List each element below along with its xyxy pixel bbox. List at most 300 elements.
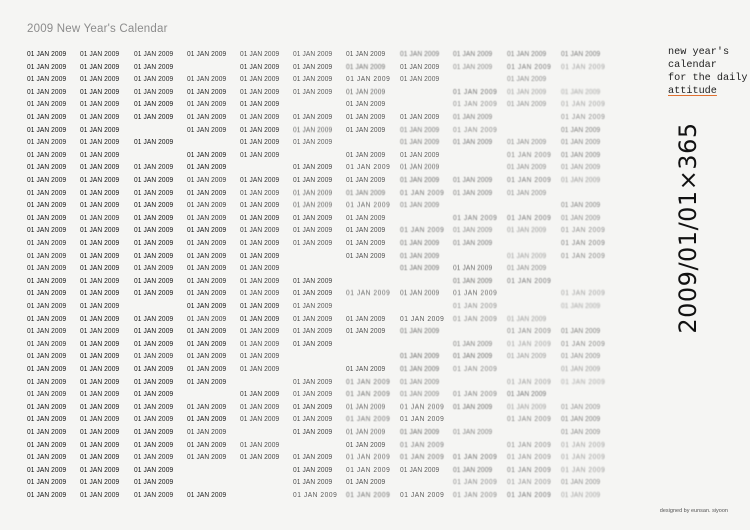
date-stamp: 01 JAN 2009 — [240, 49, 280, 58]
date-stamp: 01 JAN 2009 — [453, 464, 493, 474]
date-stamp: 01 JAN 2009 — [346, 86, 386, 96]
date-stamp: 01 JAN 2009 — [134, 61, 174, 71]
date-stamp: 01 JAN 2009 — [346, 74, 391, 84]
date-stamp: 01 JAN 2009 — [80, 288, 120, 298]
date-stamp: 01 JAN 2009 — [507, 263, 547, 273]
date-stamp: 01 JAN 2009 — [27, 250, 67, 260]
side-title-line-2: calendar — [668, 60, 717, 71]
date-stamp: 01 JAN 2009 — [187, 250, 227, 260]
date-stamp: 01 JAN 2009 — [346, 452, 391, 462]
date-stamp: 01 JAN 2009 — [561, 351, 601, 361]
big-date-vertical: 2009/01/01×365 — [674, 122, 702, 334]
date-stamp: 01 JAN 2009 — [453, 351, 493, 361]
date-stamp: 01 JAN 2009 — [453, 427, 493, 436]
date-stamp: 01 JAN 2009 — [507, 49, 547, 58]
date-stamp: 01 JAN 2009 — [240, 99, 280, 109]
date-stamp: 01 JAN 2009 — [187, 175, 227, 184]
date-stamp: 01 JAN 2009 — [507, 389, 547, 399]
date-stamp: 01 JAN 2009 — [187, 351, 227, 361]
date-stamp: 01 JAN 2009 — [400, 250, 440, 260]
date-stamp: 01 JAN 2009 — [187, 187, 227, 197]
date-stamp: 01 JAN 2009 — [187, 162, 227, 172]
date-stamp: 01 JAN 2009 — [400, 439, 445, 449]
date-stamp: 01 JAN 2009 — [187, 414, 227, 424]
date-stamp: 01 JAN 2009 — [346, 427, 386, 436]
date-stamp: 01 JAN 2009 — [400, 464, 440, 474]
date-stamp: 01 JAN 2009 — [346, 401, 386, 411]
date-stamp: 01 JAN 2009 — [134, 477, 174, 487]
date-stamp: 01 JAN 2009 — [27, 464, 67, 474]
date-stamp: 01 JAN 2009 — [187, 452, 227, 462]
date-stamp: 01 JAN 2009 — [453, 187, 493, 197]
date-stamp: 01 JAN 2009 — [561, 162, 601, 172]
date-stamp: 01 JAN 2009 — [346, 464, 391, 474]
date-stamp: 01 JAN 2009 — [561, 112, 606, 121]
date-stamp: 01 JAN 2009 — [453, 225, 493, 235]
date-stamp: 01 JAN 2009 — [400, 452, 445, 462]
date-stamp: 01 JAN 2009 — [346, 376, 391, 386]
date-stamp: 01 JAN 2009 — [80, 376, 120, 386]
date-stamp: 01 JAN 2009 — [80, 212, 120, 222]
date-stamp: 01 JAN 2009 — [134, 364, 174, 373]
date-stamp: 01 JAN 2009 — [346, 439, 386, 449]
date-stamp: 01 JAN 2009 — [27, 414, 67, 424]
date-stamp: 01 JAN 2009 — [346, 200, 391, 210]
date-stamp: 01 JAN 2009 — [453, 452, 498, 462]
date-stamp: 01 JAN 2009 — [240, 288, 280, 298]
date-stamp: 01 JAN 2009 — [293, 175, 333, 184]
date-stamp: 01 JAN 2009 — [240, 389, 280, 399]
date-stamp: 01 JAN 2009 — [293, 313, 333, 323]
date-stamp: 01 JAN 2009 — [80, 490, 120, 499]
date-stamp: 01 JAN 2009 — [507, 74, 547, 84]
date-stamp: 01 JAN 2009 — [346, 490, 391, 499]
date-stamp: 01 JAN 2009 — [240, 212, 280, 222]
date-stamp: 01 JAN 2009 — [293, 225, 333, 235]
date-stamp: 01 JAN 2009 — [27, 187, 67, 197]
date-stamp: 01 JAN 2009 — [561, 86, 601, 96]
date-stamp: 01 JAN 2009 — [187, 149, 227, 159]
date-stamp: 01 JAN 2009 — [187, 427, 227, 436]
date-stamp: 01 JAN 2009 — [187, 86, 227, 96]
date-stamp: 01 JAN 2009 — [134, 112, 174, 121]
date-stamp: 01 JAN 2009 — [80, 389, 120, 399]
date-stamp: 01 JAN 2009 — [27, 61, 67, 71]
date-stamp: 01 JAN 2009 — [453, 477, 498, 487]
date-stamp: 01 JAN 2009 — [507, 250, 547, 260]
date-stamp: 01 JAN 2009 — [400, 288, 440, 298]
date-stamp: 01 JAN 2009 — [346, 49, 386, 58]
date-stamp: 01 JAN 2009 — [27, 238, 67, 247]
date-stamp: 01 JAN 2009 — [240, 364, 280, 373]
date-stamp: 01 JAN 2009 — [453, 124, 498, 134]
date-stamp: 01 JAN 2009 — [80, 175, 120, 184]
date-stamp: 01 JAN 2009 — [240, 351, 280, 361]
date-stamp: 01 JAN 2009 — [134, 338, 174, 348]
date-stamp: 01 JAN 2009 — [400, 427, 440, 436]
date-stamp: 01 JAN 2009 — [134, 401, 174, 411]
date-stamp: 01 JAN 2009 — [293, 74, 333, 84]
date-stamp: 01 JAN 2009 — [240, 414, 280, 424]
date-stamp: 01 JAN 2009 — [561, 288, 606, 298]
date-stamp: 01 JAN 2009 — [293, 401, 333, 411]
date-stamp: 01 JAN 2009 — [453, 175, 493, 184]
date-stamp: 01 JAN 2009 — [561, 439, 606, 449]
date-stamp: 01 JAN 2009 — [27, 275, 67, 285]
date-stamp: 01 JAN 2009 — [240, 200, 280, 210]
date-stamp: 01 JAN 2009 — [400, 149, 440, 159]
date-stamp: 01 JAN 2009 — [187, 364, 227, 373]
date-stamp: 01 JAN 2009 — [400, 137, 440, 147]
date-stamp: 01 JAN 2009 — [134, 162, 174, 172]
date-stamp: 01 JAN 2009 — [27, 162, 67, 172]
date-stamp: 01 JAN 2009 — [561, 250, 606, 260]
date-stamp: 01 JAN 2009 — [80, 452, 120, 462]
date-stamp: 01 JAN 2009 — [346, 238, 386, 247]
date-stamp: 01 JAN 2009 — [507, 414, 552, 424]
date-stamp: 01 JAN 2009 — [507, 86, 547, 96]
date-stamp: 01 JAN 2009 — [561, 326, 601, 336]
date-stamp: 01 JAN 2009 — [80, 187, 120, 197]
date-stamp: 01 JAN 2009 — [507, 175, 552, 184]
date-stamp: 01 JAN 2009 — [27, 326, 67, 336]
date-stamp: 01 JAN 2009 — [453, 364, 498, 373]
date-stamp: 01 JAN 2009 — [80, 238, 120, 247]
date-stamp: 01 JAN 2009 — [561, 376, 606, 386]
date-stamp: 01 JAN 2009 — [400, 238, 440, 247]
date-stamp: 01 JAN 2009 — [453, 275, 493, 285]
date-stamp: 01 JAN 2009 — [240, 238, 280, 247]
date-stamp: 01 JAN 2009 — [80, 86, 120, 96]
page-title: 2009 New Year's Calendar — [27, 23, 168, 35]
date-stamp: 01 JAN 2009 — [27, 149, 67, 159]
date-stamp: 01 JAN 2009 — [134, 225, 174, 235]
date-stamp: 01 JAN 2009 — [187, 49, 227, 58]
date-stamp: 01 JAN 2009 — [240, 250, 280, 260]
date-stamp: 01 JAN 2009 — [453, 99, 498, 109]
date-stamp: 01 JAN 2009 — [187, 275, 227, 285]
date-stamp: 01 JAN 2009 — [346, 149, 386, 159]
side-title — [668, 46, 747, 98]
date-stamp: 01 JAN 2009 — [346, 326, 386, 336]
date-stamp: 01 JAN 2009 — [187, 326, 227, 336]
date-stamp: 01 JAN 2009 — [400, 124, 440, 134]
date-stamp: 01 JAN 2009 — [134, 137, 174, 147]
date-stamp: 01 JAN 2009 — [293, 414, 333, 424]
date-stamp: 01 JAN 2009 — [27, 439, 67, 449]
date-stamp: 01 JAN 2009 — [240, 225, 280, 235]
date-stamp: 01 JAN 2009 — [240, 301, 280, 310]
date-stamp: 01 JAN 2009 — [507, 376, 552, 386]
date-stamp: 01 JAN 2009 — [453, 137, 493, 147]
date-stamp: 01 JAN 2009 — [400, 175, 440, 184]
date-stamp: 01 JAN 2009 — [453, 389, 498, 399]
date-stamp: 01 JAN 2009 — [187, 263, 227, 273]
date-stamp: 01 JAN 2009 — [240, 313, 280, 323]
date-stamp: 01 JAN 2009 — [346, 288, 391, 298]
date-stamp: 01 JAN 2009 — [507, 162, 547, 172]
date-stamp: 01 JAN 2009 — [293, 490, 338, 499]
date-stamp: 01 JAN 2009 — [293, 376, 333, 386]
date-stamp: 01 JAN 2009 — [561, 175, 601, 184]
date-stamp: 01 JAN 2009 — [134, 49, 174, 58]
date-stamp: 01 JAN 2009 — [134, 99, 174, 109]
date-stamp: 01 JAN 2009 — [507, 149, 552, 159]
date-stamp: 01 JAN 2009 — [80, 464, 120, 474]
date-stamp: 01 JAN 2009 — [80, 275, 120, 285]
date-stamp: 01 JAN 2009 — [400, 351, 440, 361]
date-stamp: 01 JAN 2009 — [346, 61, 386, 71]
date-stamp: 01 JAN 2009 — [27, 490, 67, 499]
date-stamp: 01 JAN 2009 — [80, 225, 120, 235]
date-stamp: 01 JAN 2009 — [561, 212, 601, 222]
date-stamp: 01 JAN 2009 — [400, 112, 440, 121]
date-stamp: 01 JAN 2009 — [507, 439, 552, 449]
date-stamp: 01 JAN 2009 — [293, 187, 333, 197]
date-stamp: 01 JAN 2009 — [134, 212, 174, 222]
date-stamp: 01 JAN 2009 — [27, 477, 67, 487]
date-stamp: 01 JAN 2009 — [400, 263, 440, 273]
date-stamp: 01 JAN 2009 — [561, 149, 601, 159]
date-stamp: 01 JAN 2009 — [561, 414, 601, 424]
date-stamp: 01 JAN 2009 — [453, 338, 493, 348]
date-stamp: 01 JAN 2009 — [293, 301, 333, 310]
date-stamp: 01 JAN 2009 — [293, 124, 333, 134]
date-stamp: 01 JAN 2009 — [240, 61, 280, 71]
date-stamp: 01 JAN 2009 — [507, 99, 547, 109]
date-stamp: 01 JAN 2009 — [453, 61, 493, 71]
date-stamp: 01 JAN 2009 — [134, 427, 174, 436]
date-stamp: 01 JAN 2009 — [27, 99, 67, 109]
date-stamp: 01 JAN 2009 — [346, 175, 386, 184]
date-stamp: 01 JAN 2009 — [240, 263, 280, 273]
date-stamp: 01 JAN 2009 — [80, 200, 120, 210]
side-title-line-4: attitude — [668, 86, 717, 97]
date-stamp: 01 JAN 2009 — [507, 313, 547, 323]
date-stamp: 01 JAN 2009 — [134, 74, 174, 84]
date-stamp: 01 JAN 2009 — [80, 313, 120, 323]
date-stamp: 01 JAN 2009 — [346, 250, 386, 260]
date-stamp: 01 JAN 2009 — [346, 99, 386, 109]
date-stamp: 01 JAN 2009 — [134, 313, 174, 323]
date-stamp: 01 JAN 2009 — [400, 200, 440, 210]
date-stamp: 01 JAN 2009 — [507, 351, 547, 361]
date-stamp: 01 JAN 2009 — [187, 112, 227, 121]
date-stamp: 01 JAN 2009 — [187, 200, 227, 210]
date-stamp: 01 JAN 2009 — [293, 238, 333, 247]
date-stamp: 01 JAN 2009 — [187, 376, 227, 386]
side-title-line-3: for the daily — [668, 73, 748, 84]
date-stamp: 01 JAN 2009 — [400, 490, 445, 499]
date-stamp: 01 JAN 2009 — [27, 86, 67, 96]
date-stamp: 01 JAN 2009 — [27, 376, 67, 386]
date-stamp: 01 JAN 2009 — [561, 452, 606, 462]
date-stamp: 01 JAN 2009 — [561, 301, 601, 310]
date-stamp: 01 JAN 2009 — [346, 313, 386, 323]
date-stamp: 01 JAN 2009 — [80, 74, 120, 84]
date-stamp: 01 JAN 2009 — [561, 124, 601, 134]
date-stamp: 01 JAN 2009 — [507, 225, 547, 235]
date-stamp: 01 JAN 2009 — [507, 137, 547, 147]
date-stamp: 01 JAN 2009 — [240, 338, 280, 348]
date-stamp: 01 JAN 2009 — [187, 301, 227, 310]
date-stamp: 01 JAN 2009 — [293, 288, 333, 298]
date-stamp: 01 JAN 2009 — [346, 225, 386, 235]
date-stamp: 01 JAN 2009 — [187, 439, 227, 449]
date-stamp: 01 JAN 2009 — [240, 401, 280, 411]
date-stamp: 01 JAN 2009 — [80, 250, 120, 260]
date-stamp: 01 JAN 2009 — [400, 49, 440, 58]
date-stamp: 01 JAN 2009 — [187, 99, 227, 109]
date-stamp: 01 JAN 2009 — [561, 427, 601, 436]
date-stamp: 01 JAN 2009 — [400, 389, 440, 399]
date-stamp: 01 JAN 2009 — [293, 389, 333, 399]
date-stamp: 01 JAN 2009 — [346, 414, 391, 424]
date-stamp: 01 JAN 2009 — [80, 364, 120, 373]
date-stamp: 01 JAN 2009 — [293, 162, 333, 172]
date-stamp: 01 JAN 2009 — [187, 225, 227, 235]
date-stamp: 01 JAN 2009 — [134, 187, 174, 197]
date-stamp: 01 JAN 2009 — [27, 351, 67, 361]
date-stamp: 01 JAN 2009 — [453, 49, 493, 58]
date-stamp: 01 JAN 2009 — [134, 452, 174, 462]
date-stamp: 01 JAN 2009 — [561, 238, 606, 247]
date-stamp: 01 JAN 2009 — [400, 187, 445, 197]
date-stamp: 01 JAN 2009 — [293, 137, 333, 147]
date-stamp: 01 JAN 2009 — [293, 212, 333, 222]
date-stamp: 01 JAN 2009 — [561, 464, 606, 474]
date-stamp: 01 JAN 2009 — [134, 275, 174, 285]
date-stamp: 01 JAN 2009 — [346, 112, 386, 121]
date-stamp: 01 JAN 2009 — [453, 263, 493, 273]
date-stamp: 01 JAN 2009 — [80, 326, 120, 336]
date-stamp: 01 JAN 2009 — [453, 288, 498, 298]
date-stamp: 01 JAN 2009 — [240, 86, 280, 96]
date-stamp: 01 JAN 2009 — [507, 452, 552, 462]
date-stamp: 01 JAN 2009 — [507, 490, 552, 499]
date-stamp: 01 JAN 2009 — [27, 389, 67, 399]
date-stamp: 01 JAN 2009 — [507, 61, 552, 71]
date-stamp: 01 JAN 2009 — [27, 452, 67, 462]
date-stamp: 01 JAN 2009 — [27, 338, 67, 348]
date-stamp: 01 JAN 2009 — [561, 137, 601, 147]
date-stamp: 01 JAN 2009 — [27, 124, 67, 134]
date-stamp: 01 JAN 2009 — [80, 351, 120, 361]
date-stamp: 01 JAN 2009 — [561, 338, 606, 348]
date-stamp: 01 JAN 2009 — [134, 326, 174, 336]
date-stamp: 01 JAN 2009 — [134, 351, 174, 361]
date-stamp: 01 JAN 2009 — [507, 338, 552, 348]
date-stamp: 01 JAN 2009 — [561, 225, 606, 235]
date-stamp: 01 JAN 2009 — [561, 61, 606, 71]
date-stamp: 01 JAN 2009 — [27, 288, 67, 298]
date-stamp: 01 JAN 2009 — [134, 263, 174, 273]
date-stamp: 01 JAN 2009 — [293, 338, 333, 348]
date-stamp: 01 JAN 2009 — [187, 313, 227, 323]
date-stamp: 01 JAN 2009 — [240, 452, 280, 462]
date-stamp: 01 JAN 2009 — [453, 238, 493, 247]
date-stamp: 01 JAN 2009 — [80, 99, 120, 109]
date-stamp: 01 JAN 2009 — [453, 212, 498, 222]
date-stamp: 01 JAN 2009 — [400, 61, 440, 71]
date-stamp: 01 JAN 2009 — [27, 137, 67, 147]
date-stamp: 01 JAN 2009 — [240, 326, 280, 336]
date-stamp: 01 JAN 2009 — [507, 212, 552, 222]
date-stamp: 01 JAN 2009 — [507, 187, 547, 197]
date-stamp: 01 JAN 2009 — [187, 490, 227, 499]
date-stamp: 01 JAN 2009 — [453, 401, 493, 411]
date-stamp: 01 JAN 2009 — [27, 175, 67, 184]
date-stamp: 01 JAN 2009 — [561, 49, 601, 58]
designer-credit: designed by eunsan. siyoon — [659, 508, 728, 514]
date-stamp: 01 JAN 2009 — [507, 464, 552, 474]
date-stamp: 01 JAN 2009 — [134, 490, 174, 499]
date-stamp: 01 JAN 2009 — [561, 477, 601, 487]
date-stamp: 01 JAN 2009 — [187, 212, 227, 222]
date-stamp: 01 JAN 2009 — [80, 112, 120, 121]
date-stamp: 01 JAN 2009 — [80, 477, 120, 487]
date-stamp: 01 JAN 2009 — [134, 414, 174, 424]
date-stamp: 01 JAN 2009 — [27, 263, 67, 273]
date-stamp: 01 JAN 2009 — [453, 301, 498, 310]
date-stamp: 01 JAN 2009 — [134, 175, 174, 184]
date-stamp: 01 JAN 2009 — [561, 99, 606, 109]
date-stamp: 01 JAN 2009 — [80, 427, 120, 436]
date-stamp: 01 JAN 2009 — [80, 61, 120, 71]
date-stamp: 01 JAN 2009 — [561, 364, 601, 373]
date-stamp: 01 JAN 2009 — [187, 401, 227, 411]
date-stamp: 01 JAN 2009 — [80, 414, 120, 424]
date-stamp: 01 JAN 2009 — [27, 313, 67, 323]
date-stamp: 01 JAN 2009 — [134, 288, 174, 298]
date-stamp: 01 JAN 2009 — [240, 74, 280, 84]
date-stamp: 01 JAN 2009 — [400, 414, 445, 424]
date-stamp: 01 JAN 2009 — [134, 250, 174, 260]
date-stamp: 01 JAN 2009 — [507, 275, 552, 285]
date-stamp: 01 JAN 2009 — [293, 452, 333, 462]
date-stamp: 01 JAN 2009 — [293, 61, 333, 71]
date-stamp: 01 JAN 2009 — [80, 401, 120, 411]
date-stamp: 01 JAN 2009 — [507, 477, 552, 487]
date-stamp: 01 JAN 2009 — [27, 427, 67, 436]
date-stamp: 01 JAN 2009 — [27, 74, 67, 84]
date-stamp: 01 JAN 2009 — [240, 187, 280, 197]
date-stamp: 01 JAN 2009 — [134, 464, 174, 474]
date-stamp: 01 JAN 2009 — [561, 401, 601, 411]
date-stamp: 01 JAN 2009 — [293, 477, 333, 487]
date-stamp: 01 JAN 2009 — [80, 49, 120, 58]
date-stamp: 01 JAN 2009 — [346, 212, 386, 222]
date-stamp: 01 JAN 2009 — [240, 112, 280, 121]
date-stamp: 01 JAN 2009 — [187, 74, 227, 84]
date-stamp: 01 JAN 2009 — [293, 326, 333, 336]
date-stamp: 01 JAN 2009 — [507, 401, 547, 411]
date-stamp: 01 JAN 2009 — [293, 427, 333, 436]
date-stamp: 01 JAN 2009 — [400, 162, 440, 172]
date-stamp: 01 JAN 2009 — [240, 124, 280, 134]
date-stamp: 01 JAN 2009 — [346, 477, 386, 487]
date-stamp: 01 JAN 2009 — [293, 112, 333, 121]
date-stamp: 01 JAN 2009 — [134, 376, 174, 386]
date-stamp: 01 JAN 2009 — [453, 86, 498, 96]
date-stamp: 01 JAN 2009 — [187, 338, 227, 348]
date-stamp: 01 JAN 2009 — [240, 149, 280, 159]
date-stamp: 01 JAN 2009 — [27, 212, 67, 222]
date-stamp: 01 JAN 2009 — [240, 275, 280, 285]
date-stamp: 01 JAN 2009 — [27, 225, 67, 235]
date-stamp: 01 JAN 2009 — [293, 86, 333, 96]
date-stamp: 01 JAN 2009 — [346, 364, 386, 373]
